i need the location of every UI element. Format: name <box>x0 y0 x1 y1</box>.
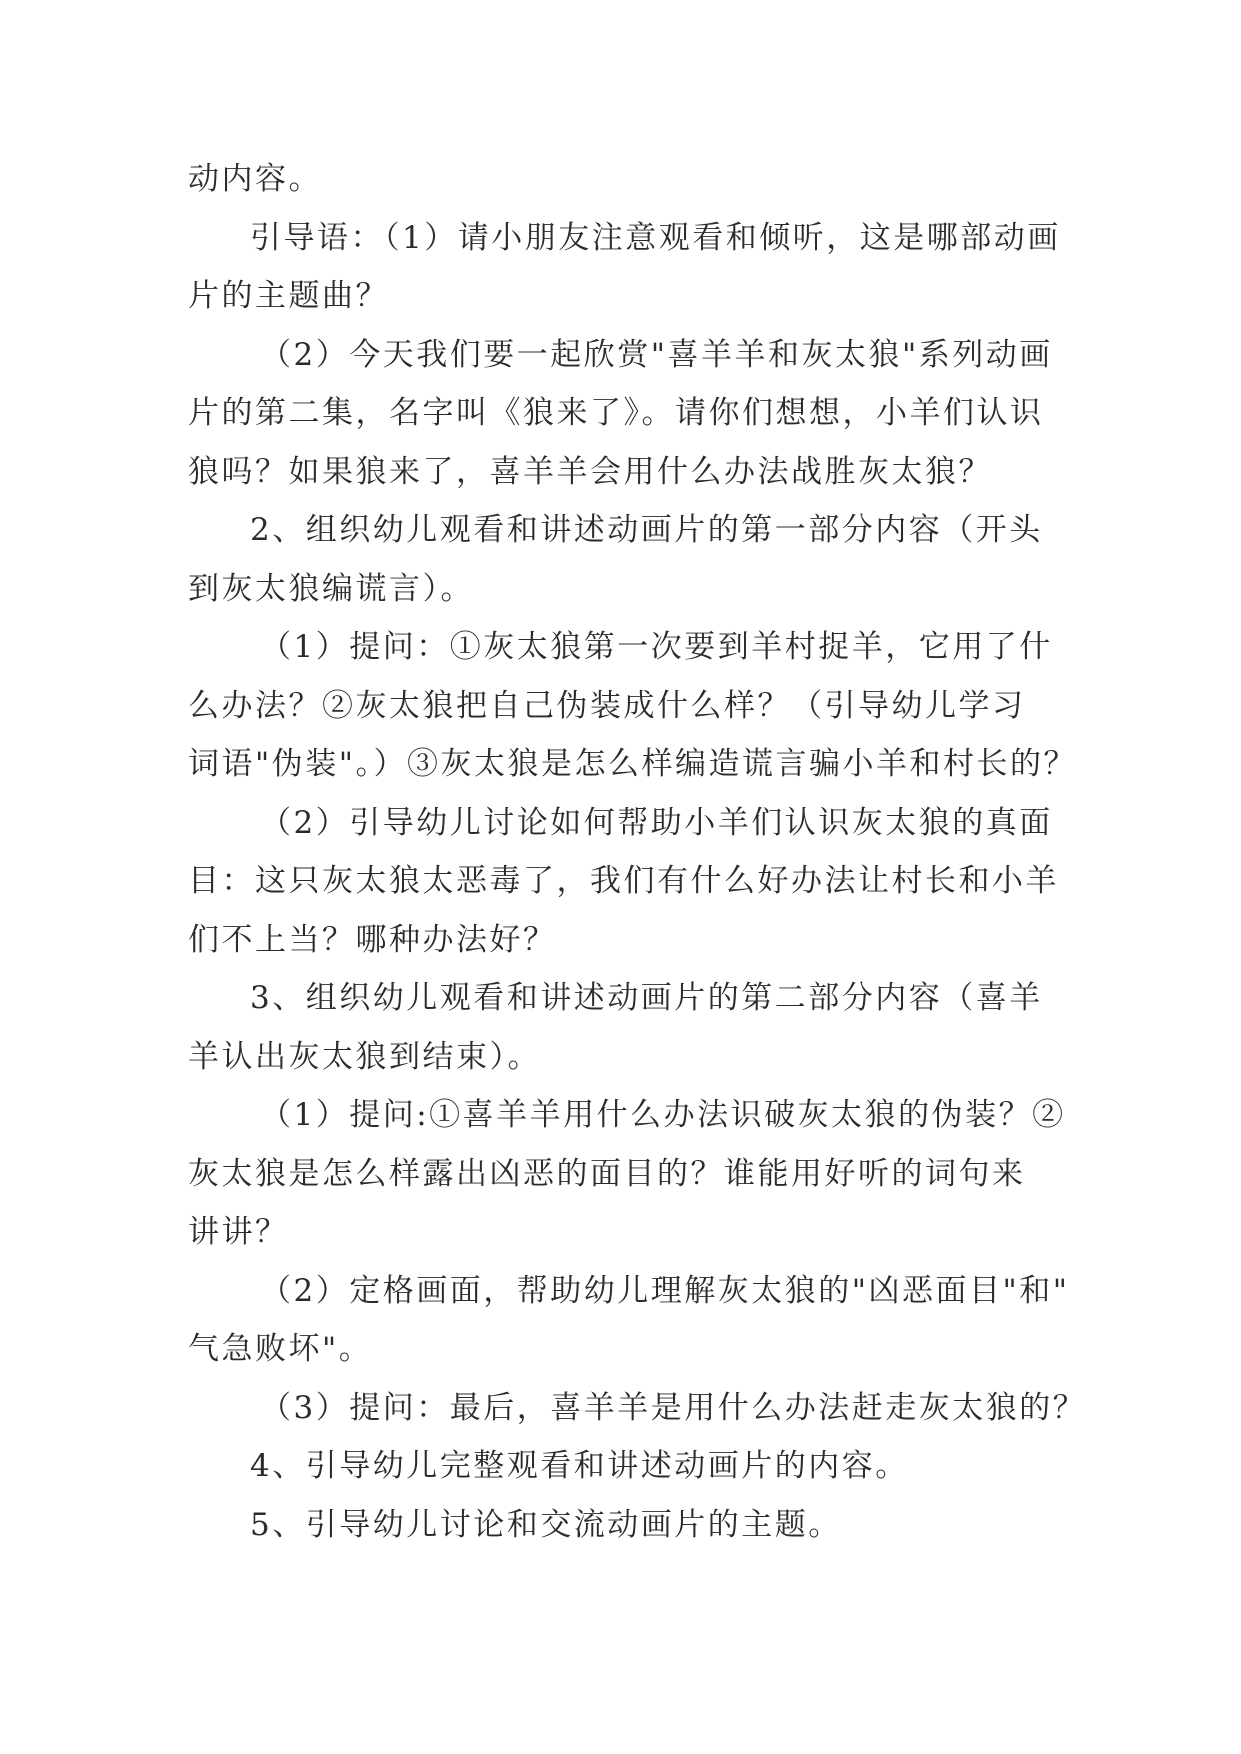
text-line: 4、引导幼儿完整观看和讲述动画片的内容。 <box>250 1448 909 1484</box>
text-line: 狼吗？如果狼来了，喜羊羊会用什么办法战胜灰太狼？ <box>188 453 992 490</box>
text-line: （2）定格画面，帮助幼儿理解灰太狼的"凶恶面目"和" <box>260 1272 1070 1309</box>
text-line: 引导语：（1）请小朋友注意观看和倾听，这是哪部动画 <box>250 219 1061 256</box>
text-line: 灰太狼是怎么样露出凶恶的面目的？谁能用好听的词句来 <box>188 1155 1026 1192</box>
text-line: 么办法？②灰太狼把自己伪装成什么样？（引导幼儿学习 <box>188 687 1026 724</box>
text-line: 们不上当？哪种办法好？ <box>188 921 557 958</box>
text-line: 片的第二集，名字叫《狼来了》。请你们想想，小羊们认识 <box>188 395 1044 431</box>
text-line: （1）提问:①喜羊羊用什么办法识破灰太狼的伪装？② <box>260 1097 1066 1133</box>
text-line: 到灰太狼编谎言）。 <box>188 570 474 607</box>
text-line: 动内容。 <box>188 161 322 197</box>
text-line: 3、组织幼儿观看和讲述动画片的第二部分内容（喜羊 <box>250 980 1043 1016</box>
text-line: （3）提问：最后，喜羊羊是用什么办法赶走灰太狼的？ <box>260 1389 1087 1426</box>
text-line: 目：这只灰太狼太恶毒了，我们有什么好办法让村长和小羊 <box>188 863 1059 899</box>
text-line: （1）提问：①灰太狼第一次要到羊村捉羊，它用了什 <box>260 629 1053 665</box>
text-line: 讲讲？ <box>188 1214 289 1250</box>
text-line: 词语"伪装"。）③灰太狼是怎么样编造谎言骗小羊和村长的？ <box>188 746 1078 782</box>
document-page <box>188 150 1087 1554</box>
text-line: （2）引导幼儿讨论如何帮助小羊们认识灰太狼的真面 <box>260 804 1053 841</box>
text-line: 5、引导幼儿讨论和交流动画片的主题。 <box>250 1506 842 1543</box>
text-line: （2）今天我们要一起欣赏"喜羊羊和灰太狼"系列动画 <box>260 336 1053 373</box>
text-line: 2、组织幼儿观看和讲述动画片的第一部分内容（开头 <box>250 512 1043 548</box>
text-line: 羊认出灰太狼到结束）。 <box>188 1038 541 1075</box>
text-line: 片的主题曲？ <box>188 278 389 314</box>
text-line: 气急败坏"。 <box>188 1331 373 1367</box>
